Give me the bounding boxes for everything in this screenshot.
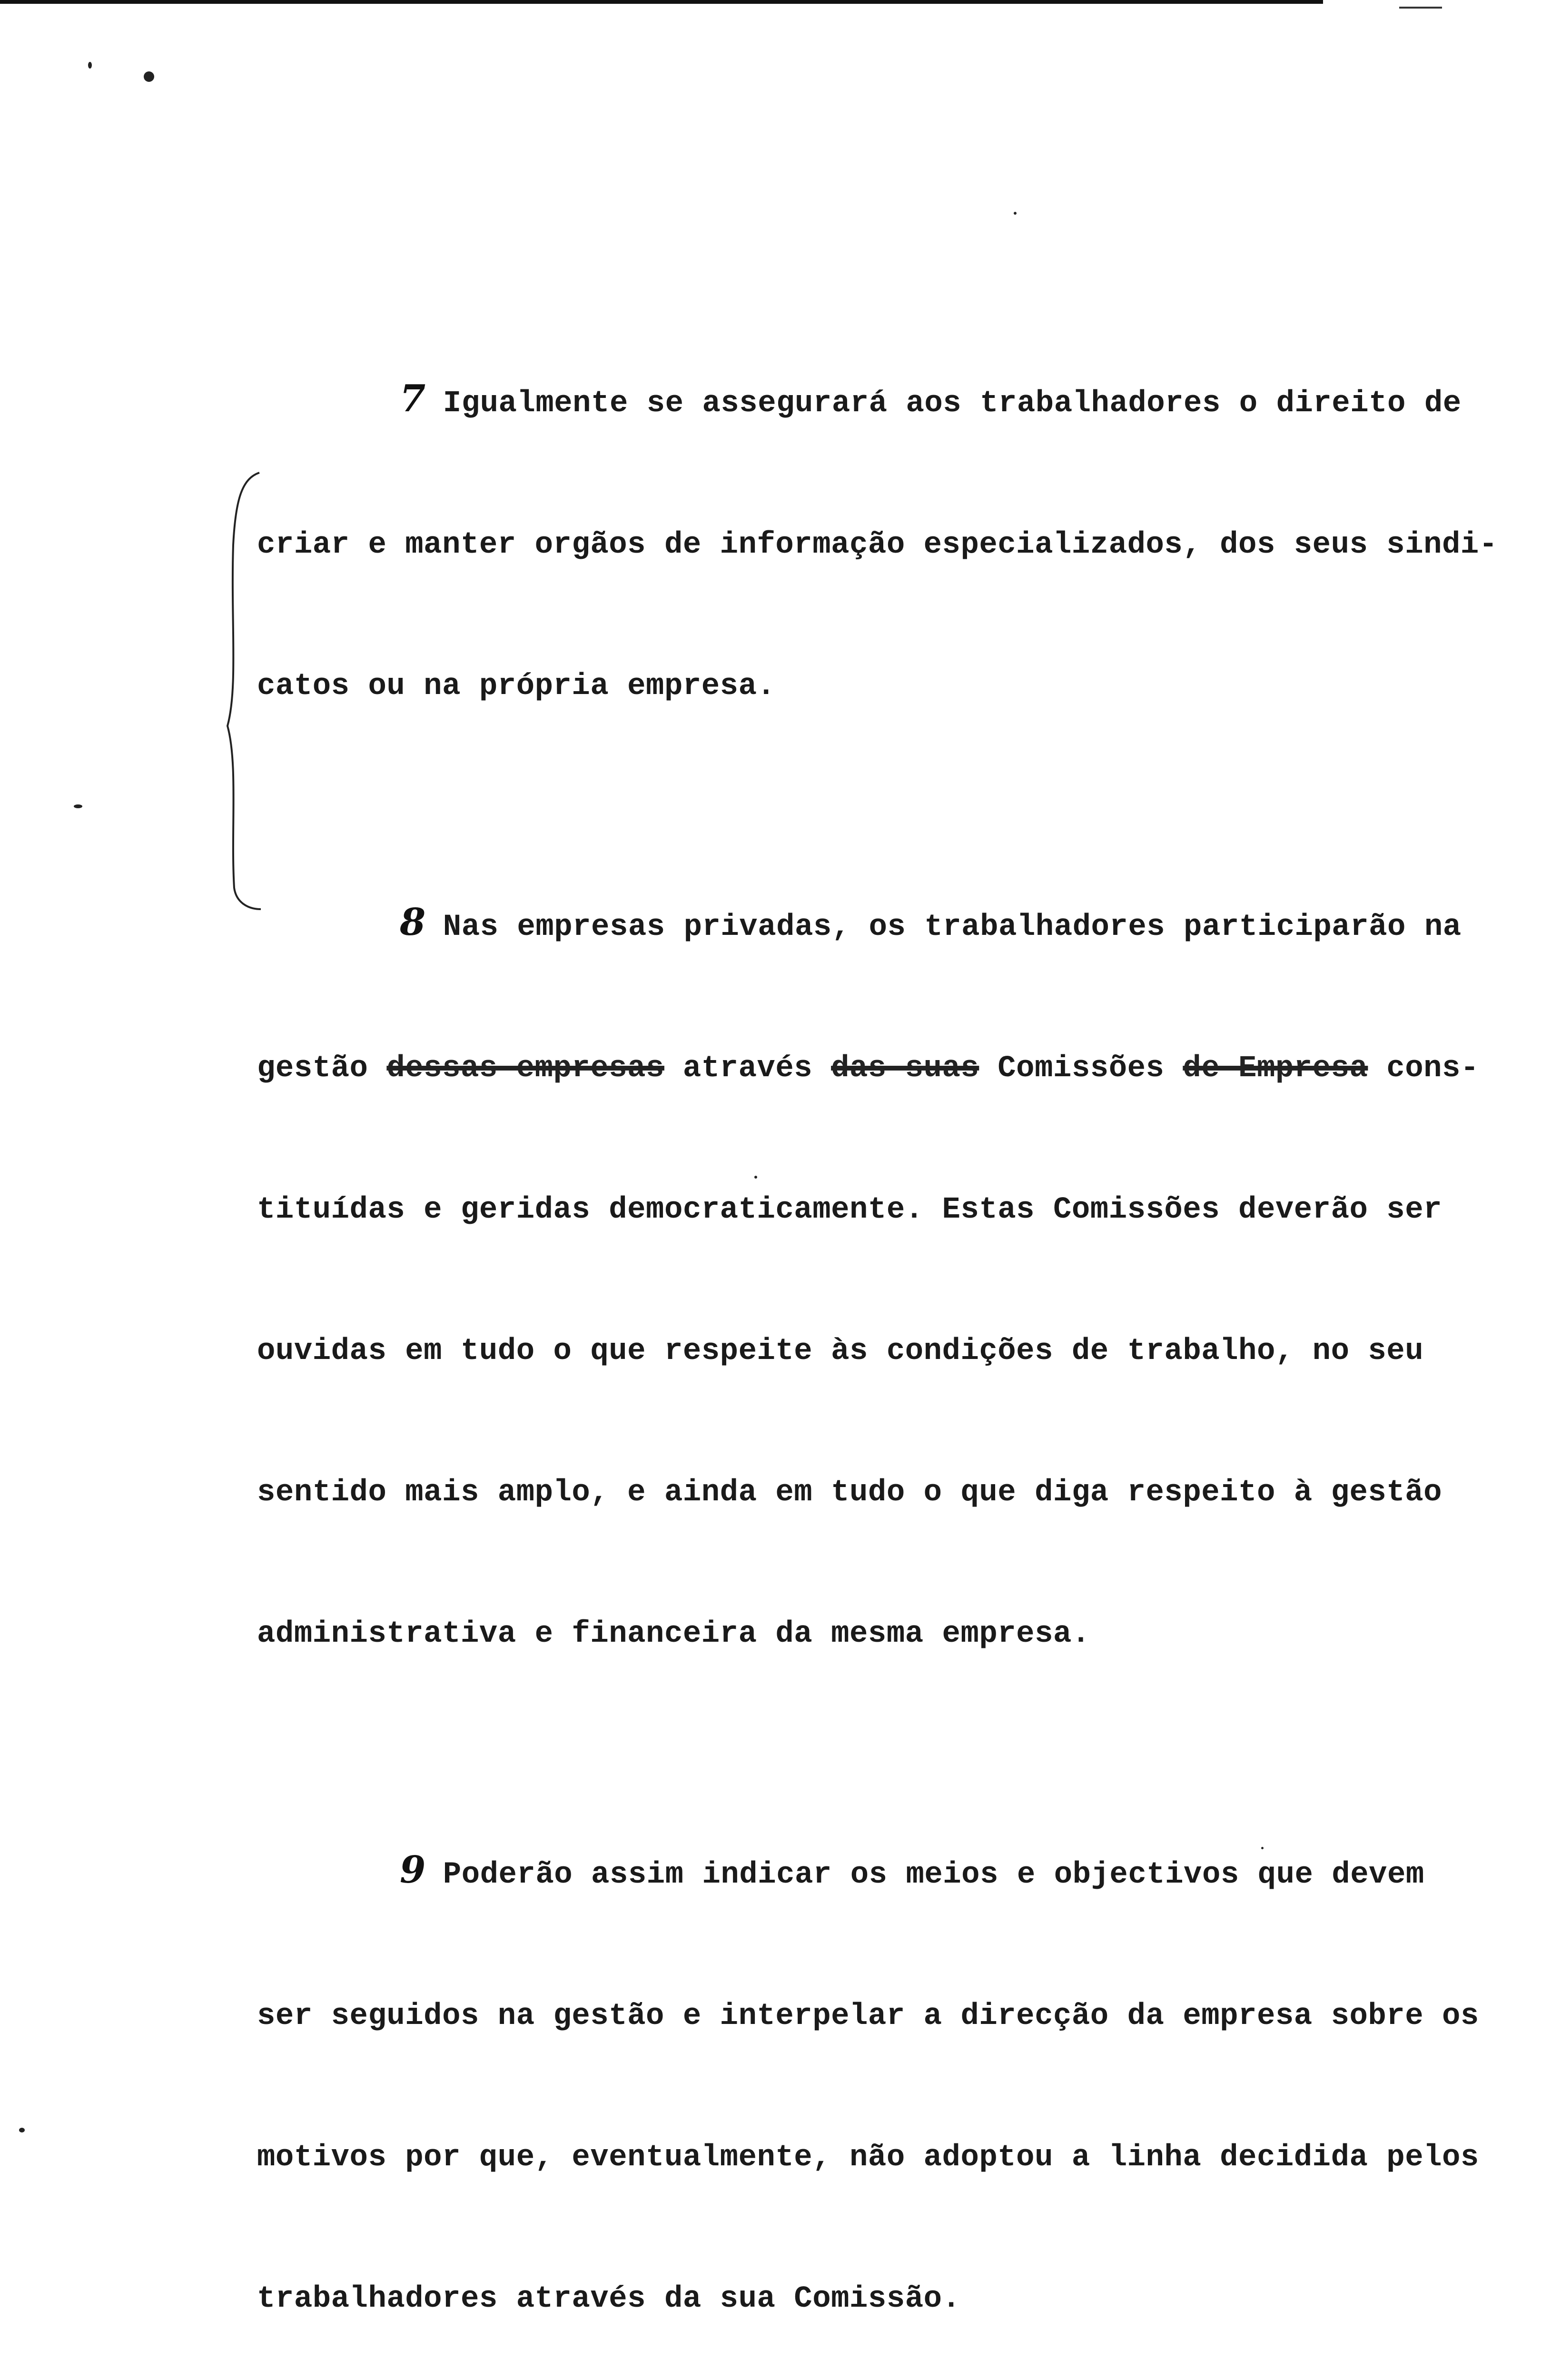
paragraph-8	[257, 804, 1542, 1752]
line-text: administrativa e financeira da mesma empresa.	[257, 1617, 1090, 1651]
paragraph-line	[257, 1469, 1542, 1517]
struck-out-text: dessas empresas	[386, 1051, 664, 1086]
paragraph-number: 7	[400, 377, 426, 420]
scan-speck	[19, 2128, 25, 2132]
paragraph-number: 9	[400, 1848, 426, 1892]
line-text: trabalhadores através da sua Comissão.	[257, 2282, 961, 2316]
top-border-rule-fragment	[1399, 7, 1442, 9]
scan-speck	[88, 62, 92, 69]
paragraph-line	[257, 1328, 1542, 1375]
paragraph-line	[257, 1611, 1542, 1658]
line-text: ouvidas em tudo o que respeite às condições de trabalho, no seu	[257, 1334, 1424, 1368]
scan-speck	[74, 804, 82, 808]
scan-speck	[144, 71, 154, 82]
line-text: Poderão assim indicar os meios e objectivos que devem	[443, 1858, 1424, 1892]
line-text: catos ou na própria empresa.	[257, 669, 776, 704]
paragraph-line	[257, 899, 1542, 951]
line-text: criar e manter orgãos de informação especializados, dos seus sindi-	[257, 528, 1498, 562]
paragraph-line	[257, 522, 1542, 569]
paragraph-line	[257, 1187, 1542, 1234]
paragraph-9	[257, 1752, 1542, 2380]
line-text: através	[682, 1051, 813, 1086]
paragraph-line	[257, 1846, 1542, 1899]
margin-bracket-mark	[224, 469, 262, 912]
paragraph-line	[257, 2134, 1542, 2182]
paragraph-7	[257, 281, 1542, 804]
line-text: tituídas e geridas democraticamente. Estas Comissões deverão ser	[257, 1193, 1442, 1227]
line-text: gestão	[257, 1051, 368, 1086]
struck-out-text: de Empresa	[1183, 1051, 1368, 1086]
paragraph-line	[257, 375, 1542, 427]
line-text: Igualmente se assegurará aos trabalhadores o direito de	[443, 387, 1462, 421]
line-text: Comissões	[998, 1051, 1165, 1086]
line-text: sentido mais amplo, e ainda em tudo o que diga respeito à gestão	[257, 1476, 1442, 1510]
document-body	[257, 281, 1542, 2380]
line-text: ser seguidos na gestão e interpelar a direcção da empresa sobre os	[257, 1999, 1479, 2033]
line-text: motivos por que, eventualmente, não adoptou a linha decidida pelos	[257, 2141, 1479, 2175]
top-border-rule	[0, 0, 1323, 4]
struck-out-text: das suas	[831, 1051, 979, 1086]
scan-speck	[1014, 212, 1017, 215]
paragraph-line	[257, 1045, 1542, 1092]
line-text: Nas empresas privadas, os trabalhadores participarão na	[443, 910, 1462, 944]
paragraph-number: 8	[400, 901, 426, 944]
paragraph-line	[257, 663, 1542, 710]
line-text: cons-	[1386, 1051, 1479, 1086]
paragraph-line	[257, 2276, 1542, 2323]
paragraph-line	[257, 1993, 1542, 2040]
